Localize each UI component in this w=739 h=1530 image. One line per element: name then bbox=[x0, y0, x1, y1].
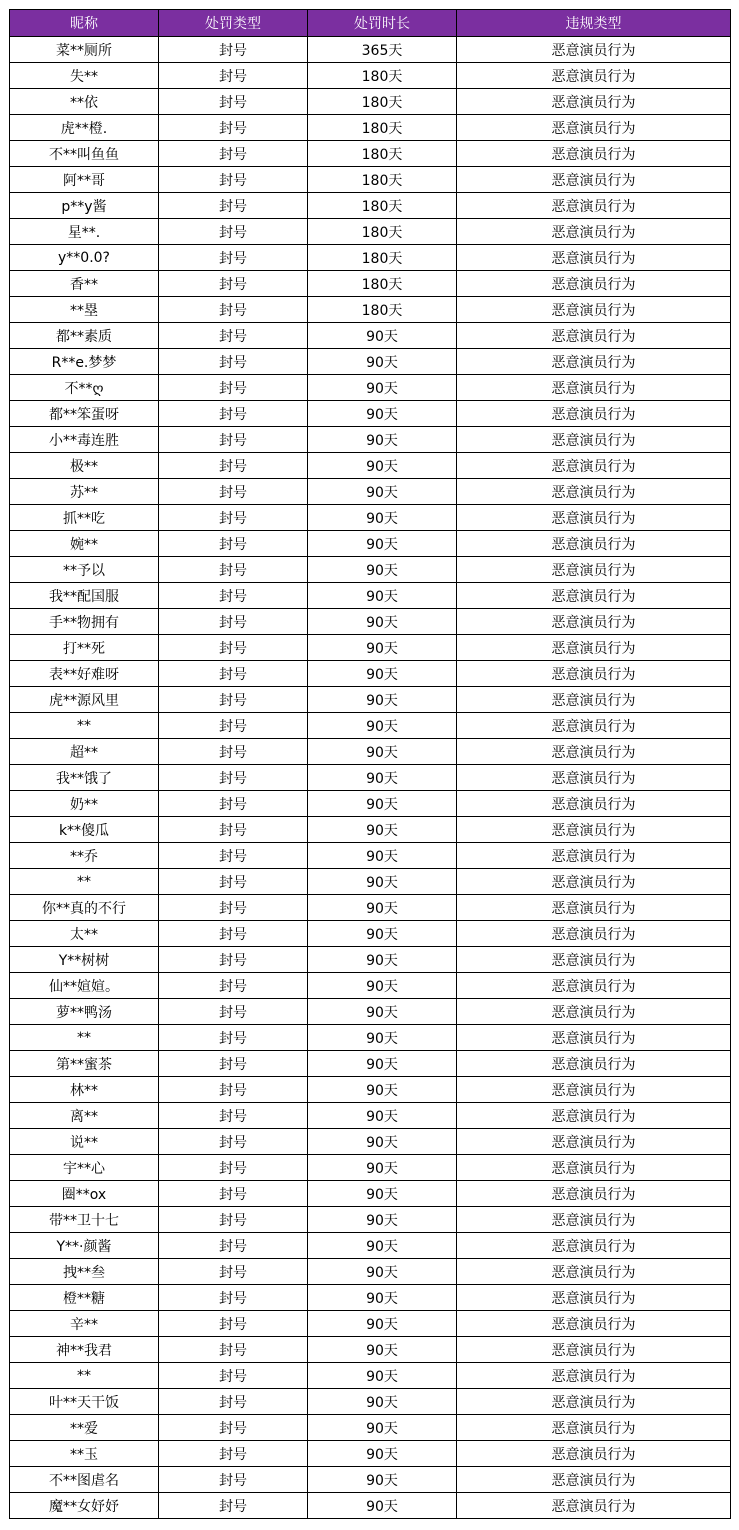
table-row bbox=[10, 609, 731, 635]
nickname-cell: Y**·颜酱 bbox=[10, 1233, 159, 1259]
penalty-duration-cell: 90天 bbox=[308, 479, 457, 505]
table-row bbox=[10, 765, 731, 791]
table-row bbox=[10, 1415, 731, 1441]
table-row bbox=[10, 37, 731, 63]
table-row bbox=[10, 323, 731, 349]
nickname-cell: 不**叫鱼鱼 bbox=[10, 141, 159, 167]
nickname-cell: 林** bbox=[10, 1077, 159, 1103]
nickname-cell: 抓**吃 bbox=[10, 505, 159, 531]
table-row bbox=[10, 1129, 731, 1155]
penalty-duration-cell: 90天 bbox=[308, 1103, 457, 1129]
penalty-type-cell: 封号 bbox=[159, 1415, 308, 1441]
penalty-type-cell: 封号 bbox=[159, 869, 308, 895]
violation-type-cell: 恶意演员行为 bbox=[457, 635, 731, 661]
penalty-type-cell: 封号 bbox=[159, 713, 308, 739]
penalty-type-cell: 封号 bbox=[159, 1051, 308, 1077]
violation-type-cell: 恶意演员行为 bbox=[457, 271, 731, 297]
nickname-cell: 离** bbox=[10, 1103, 159, 1129]
table-row bbox=[10, 661, 731, 687]
table-row bbox=[10, 349, 731, 375]
penalty-duration-cell: 90天 bbox=[308, 921, 457, 947]
violation-type-cell: 恶意演员行为 bbox=[457, 1155, 731, 1181]
violation-type-cell: 恶意演员行为 bbox=[457, 1389, 731, 1415]
nickname-cell: 婉** bbox=[10, 531, 159, 557]
nickname-cell: 苏** bbox=[10, 479, 159, 505]
penalty-duration-cell: 180天 bbox=[308, 63, 457, 89]
nickname-cell: 带**卫十七 bbox=[10, 1207, 159, 1233]
penalty-duration-cell: 90天 bbox=[308, 947, 457, 973]
penalty-type-cell: 封号 bbox=[159, 323, 308, 349]
penalty-duration-cell: 180天 bbox=[308, 219, 457, 245]
nickname-cell: 虎**源风里 bbox=[10, 687, 159, 713]
violation-type-cell: 恶意演员行为 bbox=[457, 141, 731, 167]
nickname-cell: k**傻瓜 bbox=[10, 817, 159, 843]
violation-type-cell: 恶意演员行为 bbox=[457, 427, 731, 453]
penalty-type-cell: 封号 bbox=[159, 167, 308, 193]
table-row bbox=[10, 973, 731, 999]
table-row bbox=[10, 1051, 731, 1077]
nickname-cell: 星**. bbox=[10, 219, 159, 245]
violation-type-cell: 恶意演员行为 bbox=[457, 791, 731, 817]
violation-type-cell: 恶意演员行为 bbox=[457, 661, 731, 687]
penalty-duration-cell: 90天 bbox=[308, 1207, 457, 1233]
penalty-duration-cell: 90天 bbox=[308, 739, 457, 765]
penalty-type-cell: 封号 bbox=[159, 115, 308, 141]
violation-type-cell: 恶意演员行为 bbox=[457, 167, 731, 193]
penalty-duration-cell: 90天 bbox=[308, 1363, 457, 1389]
penalty-type-cell: 封号 bbox=[159, 1337, 308, 1363]
nickname-cell: **玉 bbox=[10, 1441, 159, 1467]
penalty-table-container bbox=[9, 9, 731, 1519]
penalty-type-cell: 封号 bbox=[159, 1077, 308, 1103]
column-header-penalty-type: 处罚类型 bbox=[159, 10, 308, 37]
table-row bbox=[10, 219, 731, 245]
nickname-cell: ** bbox=[10, 1025, 159, 1051]
penalty-type-cell: 封号 bbox=[159, 973, 308, 999]
table-row bbox=[10, 1311, 731, 1337]
nickname-cell: 香** bbox=[10, 271, 159, 297]
violation-type-cell: 恶意演员行为 bbox=[457, 947, 731, 973]
penalty-duration-cell: 90天 bbox=[308, 1389, 457, 1415]
penalty-duration-cell: 180天 bbox=[308, 141, 457, 167]
nickname-cell: p**y酱 bbox=[10, 193, 159, 219]
penalty-type-cell: 封号 bbox=[159, 401, 308, 427]
penalty-type-cell: 封号 bbox=[159, 687, 308, 713]
table-row bbox=[10, 1467, 731, 1493]
violation-type-cell: 恶意演员行为 bbox=[457, 817, 731, 843]
table-row bbox=[10, 921, 731, 947]
penalty-duration-cell: 90天 bbox=[308, 505, 457, 531]
nickname-cell: Y**树树 bbox=[10, 947, 159, 973]
nickname-cell: 极** bbox=[10, 453, 159, 479]
table-row bbox=[10, 713, 731, 739]
table-row bbox=[10, 687, 731, 713]
violation-type-cell: 恶意演员行为 bbox=[457, 1493, 731, 1519]
nickname-cell: ** bbox=[10, 713, 159, 739]
penalty-type-cell: 封号 bbox=[159, 1181, 308, 1207]
nickname-cell: 超** bbox=[10, 739, 159, 765]
penalty-duration-cell: 90天 bbox=[308, 453, 457, 479]
violation-type-cell: 恶意演员行为 bbox=[457, 1285, 731, 1311]
nickname-cell: 打**死 bbox=[10, 635, 159, 661]
penalty-duration-cell: 90天 bbox=[308, 1051, 457, 1077]
table-row bbox=[10, 791, 731, 817]
nickname-cell: **乔 bbox=[10, 843, 159, 869]
violation-type-cell: 恶意演员行为 bbox=[457, 1467, 731, 1493]
penalty-duration-cell: 180天 bbox=[308, 297, 457, 323]
column-header-nickname: 昵称 bbox=[10, 10, 159, 37]
penalty-duration-cell: 180天 bbox=[308, 245, 457, 271]
penalty-duration-cell: 90天 bbox=[308, 1493, 457, 1519]
penalty-type-cell: 封号 bbox=[159, 1103, 308, 1129]
penalty-duration-cell: 90天 bbox=[308, 583, 457, 609]
table-row bbox=[10, 1233, 731, 1259]
penalty-type-cell: 封号 bbox=[159, 1389, 308, 1415]
penalty-duration-cell: 90天 bbox=[308, 349, 457, 375]
nickname-cell: 我**饿了 bbox=[10, 765, 159, 791]
violation-type-cell: 恶意演员行为 bbox=[457, 1025, 731, 1051]
penalty-type-cell: 封号 bbox=[159, 1441, 308, 1467]
table-header bbox=[10, 10, 731, 37]
penalty-duration-cell: 90天 bbox=[308, 895, 457, 921]
penalty-duration-cell: 180天 bbox=[308, 271, 457, 297]
penalty-duration-cell: 90天 bbox=[308, 401, 457, 427]
table-row bbox=[10, 375, 731, 401]
violation-type-cell: 恶意演员行为 bbox=[457, 921, 731, 947]
table-row bbox=[10, 479, 731, 505]
penalty-duration-cell: 90天 bbox=[308, 375, 457, 401]
penalty-duration-cell: 90天 bbox=[308, 1415, 457, 1441]
penalty-type-cell: 封号 bbox=[159, 921, 308, 947]
penalty-duration-cell: 90天 bbox=[308, 1311, 457, 1337]
violation-type-cell: 恶意演员行为 bbox=[457, 1103, 731, 1129]
violation-type-cell: 恶意演员行为 bbox=[457, 1259, 731, 1285]
nickname-cell: **塁 bbox=[10, 297, 159, 323]
violation-type-cell: 恶意演员行为 bbox=[457, 1233, 731, 1259]
violation-type-cell: 恶意演员行为 bbox=[457, 219, 731, 245]
penalty-duration-cell: 90天 bbox=[308, 1025, 457, 1051]
violation-type-cell: 恶意演员行为 bbox=[457, 1129, 731, 1155]
penalty-duration-cell: 90天 bbox=[308, 869, 457, 895]
violation-type-cell: 恶意演员行为 bbox=[457, 1363, 731, 1389]
nickname-cell: 魔**女妤妤 bbox=[10, 1493, 159, 1519]
violation-type-cell: 恶意演员行为 bbox=[457, 1311, 731, 1337]
nickname-cell: 虎**橙. bbox=[10, 115, 159, 141]
nickname-cell: 叶**天干饭 bbox=[10, 1389, 159, 1415]
penalty-type-cell: 封号 bbox=[159, 297, 308, 323]
penalty-type-cell: 封号 bbox=[159, 271, 308, 297]
nickname-cell: 圈**ox bbox=[10, 1181, 159, 1207]
table-row bbox=[10, 531, 731, 557]
violation-type-cell: 恶意演员行为 bbox=[457, 323, 731, 349]
penalty-type-cell: 封号 bbox=[159, 791, 308, 817]
violation-type-cell: 恶意演员行为 bbox=[457, 531, 731, 557]
penalty-duration-cell: 90天 bbox=[308, 1259, 457, 1285]
violation-type-cell: 恶意演员行为 bbox=[457, 583, 731, 609]
penalty-duration-cell: 90天 bbox=[308, 713, 457, 739]
penalty-type-cell: 封号 bbox=[159, 1233, 308, 1259]
table-row bbox=[10, 999, 731, 1025]
nickname-cell: R**e.梦梦 bbox=[10, 349, 159, 375]
violation-type-cell: 恶意演员行为 bbox=[457, 245, 731, 271]
penalty-type-cell: 封号 bbox=[159, 1129, 308, 1155]
penalty-type-cell: 封号 bbox=[159, 635, 308, 661]
table-row bbox=[10, 1207, 731, 1233]
penalty-duration-cell: 365天 bbox=[308, 37, 457, 63]
violation-type-cell: 恶意演员行为 bbox=[457, 193, 731, 219]
table-row bbox=[10, 1363, 731, 1389]
violation-type-cell: 恶意演员行为 bbox=[457, 1051, 731, 1077]
table-row bbox=[10, 271, 731, 297]
table-row bbox=[10, 167, 731, 193]
penalty-duration-cell: 90天 bbox=[308, 999, 457, 1025]
penalty-type-cell: 封号 bbox=[159, 505, 308, 531]
penalty-type-cell: 封号 bbox=[159, 1259, 308, 1285]
table-row bbox=[10, 453, 731, 479]
violation-type-cell: 恶意演员行为 bbox=[457, 869, 731, 895]
table-row bbox=[10, 401, 731, 427]
penalty-duration-cell: 180天 bbox=[308, 89, 457, 115]
penalty-type-cell: 封号 bbox=[159, 141, 308, 167]
violation-type-cell: 恶意演员行为 bbox=[457, 375, 731, 401]
table-row bbox=[10, 895, 731, 921]
penalty-type-cell: 封号 bbox=[159, 193, 308, 219]
penalty-duration-cell: 90天 bbox=[308, 557, 457, 583]
penalty-type-cell: 封号 bbox=[159, 609, 308, 635]
table-row bbox=[10, 557, 731, 583]
table-row bbox=[10, 1259, 731, 1285]
violation-type-cell: 恶意演员行为 bbox=[457, 479, 731, 505]
table-row bbox=[10, 1389, 731, 1415]
penalty-type-cell: 封号 bbox=[159, 1467, 308, 1493]
nickname-cell: 我**配国服 bbox=[10, 583, 159, 609]
violation-type-cell: 恶意演员行为 bbox=[457, 1181, 731, 1207]
nickname-cell: 不**ღ bbox=[10, 375, 159, 401]
penalty-duration-cell: 180天 bbox=[308, 167, 457, 193]
nickname-cell: 萝**鸭汤 bbox=[10, 999, 159, 1025]
nickname-cell: 失** bbox=[10, 63, 159, 89]
violation-type-cell: 恶意演员行为 bbox=[457, 401, 731, 427]
table-row bbox=[10, 193, 731, 219]
penalty-type-cell: 封号 bbox=[159, 843, 308, 869]
nickname-cell: 奶** bbox=[10, 791, 159, 817]
table-row bbox=[10, 1025, 731, 1051]
nickname-cell: 神**我君 bbox=[10, 1337, 159, 1363]
nickname-cell: **予以 bbox=[10, 557, 159, 583]
violation-type-cell: 恶意演员行为 bbox=[457, 63, 731, 89]
table-row bbox=[10, 427, 731, 453]
violation-type-cell: 恶意演员行为 bbox=[457, 687, 731, 713]
penalty-duration-cell: 90天 bbox=[308, 635, 457, 661]
table-row bbox=[10, 63, 731, 89]
nickname-cell: 拽**叁 bbox=[10, 1259, 159, 1285]
penalty-duration-cell: 180天 bbox=[308, 193, 457, 219]
nickname-cell: 第**蜜茶 bbox=[10, 1051, 159, 1077]
nickname-cell: ** bbox=[10, 1363, 159, 1389]
penalty-type-cell: 封号 bbox=[159, 1155, 308, 1181]
nickname-cell: 手**物拥有 bbox=[10, 609, 159, 635]
table-row bbox=[10, 1181, 731, 1207]
penalty-type-cell: 封号 bbox=[159, 557, 308, 583]
table-row bbox=[10, 505, 731, 531]
penalty-duration-cell: 90天 bbox=[308, 1181, 457, 1207]
nickname-cell: 表**好难呀 bbox=[10, 661, 159, 687]
nickname-cell: 辛** bbox=[10, 1311, 159, 1337]
penalty-duration-cell: 90天 bbox=[308, 1129, 457, 1155]
nickname-cell: 都**素质 bbox=[10, 323, 159, 349]
nickname-cell: 太** bbox=[10, 921, 159, 947]
nickname-cell: 仙**媗媗。 bbox=[10, 973, 159, 999]
penalty-type-cell: 封号 bbox=[159, 89, 308, 115]
penalty-type-cell: 封号 bbox=[159, 999, 308, 1025]
nickname-cell: y**0.0? bbox=[10, 245, 159, 271]
table-row bbox=[10, 947, 731, 973]
penalty-duration-cell: 90天 bbox=[308, 687, 457, 713]
table-row bbox=[10, 115, 731, 141]
penalty-type-cell: 封号 bbox=[159, 583, 308, 609]
violation-type-cell: 恶意演员行为 bbox=[457, 1077, 731, 1103]
table-row bbox=[10, 1493, 731, 1519]
penalty-type-cell: 封号 bbox=[159, 1363, 308, 1389]
nickname-cell: 宇**心 bbox=[10, 1155, 159, 1181]
penalty-type-cell: 封号 bbox=[159, 219, 308, 245]
nickname-cell: ** bbox=[10, 869, 159, 895]
penalty-type-cell: 封号 bbox=[159, 427, 308, 453]
penalty-type-cell: 封号 bbox=[159, 661, 308, 687]
violation-type-cell: 恶意演员行为 bbox=[457, 1207, 731, 1233]
table-row bbox=[10, 89, 731, 115]
table-row bbox=[10, 817, 731, 843]
column-header-violation-type: 违规类型 bbox=[457, 10, 731, 37]
penalty-type-cell: 封号 bbox=[159, 1493, 308, 1519]
violation-type-cell: 恶意演员行为 bbox=[457, 999, 731, 1025]
violation-type-cell: 恶意演员行为 bbox=[457, 349, 731, 375]
nickname-cell: 都**笨蛋呀 bbox=[10, 401, 159, 427]
penalty-type-cell: 封号 bbox=[159, 453, 308, 479]
table-row bbox=[10, 1285, 731, 1311]
penalty-duration-cell: 90天 bbox=[308, 609, 457, 635]
header-row bbox=[10, 10, 731, 37]
penalty-type-cell: 封号 bbox=[159, 947, 308, 973]
violation-type-cell: 恶意演员行为 bbox=[457, 37, 731, 63]
penalty-duration-cell: 90天 bbox=[308, 1285, 457, 1311]
table-row bbox=[10, 1337, 731, 1363]
table-row bbox=[10, 1441, 731, 1467]
penalty-duration-cell: 90天 bbox=[308, 427, 457, 453]
penalty-type-cell: 封号 bbox=[159, 1311, 308, 1337]
table-row bbox=[10, 635, 731, 661]
penalty-duration-cell: 90天 bbox=[308, 1233, 457, 1259]
penalty-duration-cell: 90天 bbox=[308, 661, 457, 687]
penalty-type-cell: 封号 bbox=[159, 245, 308, 271]
violation-type-cell: 恶意演员行为 bbox=[457, 453, 731, 479]
table-row bbox=[10, 739, 731, 765]
column-header-penalty-duration: 处罚时长 bbox=[308, 10, 457, 37]
violation-type-cell: 恶意演员行为 bbox=[457, 505, 731, 531]
penalty-type-cell: 封号 bbox=[159, 817, 308, 843]
penalty-duration-cell: 90天 bbox=[308, 973, 457, 999]
table-row bbox=[10, 1077, 731, 1103]
violation-type-cell: 恶意演员行为 bbox=[457, 557, 731, 583]
penalty-type-cell: 封号 bbox=[159, 739, 308, 765]
nickname-cell: 菜**厕所 bbox=[10, 37, 159, 63]
violation-type-cell: 恶意演员行为 bbox=[457, 115, 731, 141]
violation-type-cell: 恶意演员行为 bbox=[457, 973, 731, 999]
violation-type-cell: 恶意演员行为 bbox=[457, 1337, 731, 1363]
violation-type-cell: 恶意演员行为 bbox=[457, 1441, 731, 1467]
penalty-type-cell: 封号 bbox=[159, 1285, 308, 1311]
nickname-cell: **依 bbox=[10, 89, 159, 115]
penalty-duration-cell: 90天 bbox=[308, 843, 457, 869]
table-row bbox=[10, 1103, 731, 1129]
penalty-type-cell: 封号 bbox=[159, 63, 308, 89]
violation-type-cell: 恶意演员行为 bbox=[457, 297, 731, 323]
penalty-duration-cell: 90天 bbox=[308, 791, 457, 817]
penalty-type-cell: 封号 bbox=[159, 375, 308, 401]
table-row bbox=[10, 869, 731, 895]
penalty-duration-cell: 180天 bbox=[308, 115, 457, 141]
table-body bbox=[10, 37, 731, 1519]
violation-type-cell: 恶意演员行为 bbox=[457, 895, 731, 921]
penalty-duration-cell: 90天 bbox=[308, 531, 457, 557]
nickname-cell: 说** bbox=[10, 1129, 159, 1155]
penalty-duration-cell: 90天 bbox=[308, 817, 457, 843]
table-row bbox=[10, 297, 731, 323]
nickname-cell: 橙**糖 bbox=[10, 1285, 159, 1311]
nickname-cell: 你**真的不行 bbox=[10, 895, 159, 921]
penalty-duration-cell: 90天 bbox=[308, 1337, 457, 1363]
penalty-table bbox=[9, 9, 731, 1519]
penalty-duration-cell: 90天 bbox=[308, 1155, 457, 1181]
penalty-type-cell: 封号 bbox=[159, 1207, 308, 1233]
violation-type-cell: 恶意演员行为 bbox=[457, 713, 731, 739]
penalty-duration-cell: 90天 bbox=[308, 1441, 457, 1467]
penalty-duration-cell: 90天 bbox=[308, 1467, 457, 1493]
violation-type-cell: 恶意演员行为 bbox=[457, 765, 731, 791]
penalty-duration-cell: 90天 bbox=[308, 1077, 457, 1103]
penalty-duration-cell: 90天 bbox=[308, 323, 457, 349]
penalty-type-cell: 封号 bbox=[159, 37, 308, 63]
violation-type-cell: 恶意演员行为 bbox=[457, 1415, 731, 1441]
violation-type-cell: 恶意演员行为 bbox=[457, 843, 731, 869]
penalty-type-cell: 封号 bbox=[159, 895, 308, 921]
penalty-type-cell: 封号 bbox=[159, 765, 308, 791]
penalty-type-cell: 封号 bbox=[159, 349, 308, 375]
violation-type-cell: 恶意演员行为 bbox=[457, 89, 731, 115]
table-row bbox=[10, 583, 731, 609]
table-row bbox=[10, 141, 731, 167]
penalty-type-cell: 封号 bbox=[159, 479, 308, 505]
violation-type-cell: 恶意演员行为 bbox=[457, 609, 731, 635]
table-row bbox=[10, 245, 731, 271]
nickname-cell: 小**毒连胜 bbox=[10, 427, 159, 453]
table-row bbox=[10, 843, 731, 869]
penalty-type-cell: 封号 bbox=[159, 531, 308, 557]
penalty-type-cell: 封号 bbox=[159, 1025, 308, 1051]
nickname-cell: 不**图虐名 bbox=[10, 1467, 159, 1493]
table-row bbox=[10, 1155, 731, 1181]
nickname-cell: 阿**哥 bbox=[10, 167, 159, 193]
penalty-duration-cell: 90天 bbox=[308, 765, 457, 791]
violation-type-cell: 恶意演员行为 bbox=[457, 739, 731, 765]
nickname-cell: **爱 bbox=[10, 1415, 159, 1441]
